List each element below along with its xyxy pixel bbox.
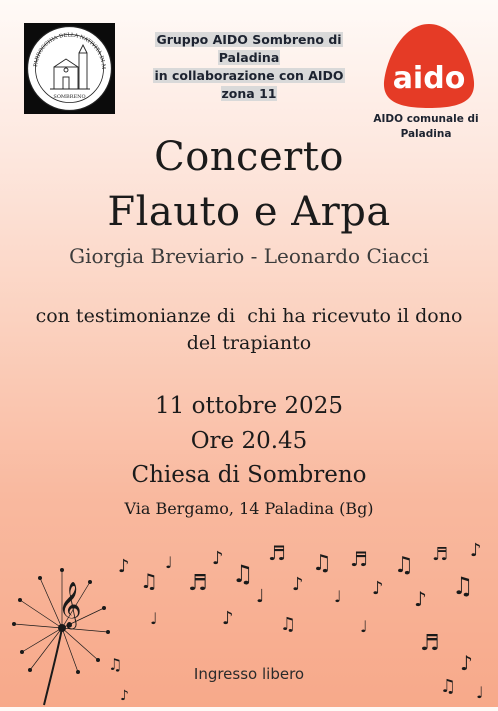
aido-logo xyxy=(382,22,476,110)
aido-logo-text: aido xyxy=(392,61,466,96)
parish-seal-logo xyxy=(24,23,115,114)
svg-text:♪: ♪ xyxy=(212,548,224,569)
svg-text:♫: ♫ xyxy=(140,569,158,593)
seal-ring-text: PARROCCHIA DELLA NATIVITÀ DI M xyxy=(33,32,107,70)
event-date: 11 ottobre 2025 xyxy=(155,393,343,419)
event-time: Ore 20.45 xyxy=(190,428,308,454)
svg-text:𝄞: 𝄞 xyxy=(58,582,82,628)
svg-text:♪: ♪ xyxy=(460,651,473,675)
svg-text:♫: ♫ xyxy=(394,553,414,578)
svg-text:♩: ♩ xyxy=(256,586,265,607)
svg-text:♬: ♬ xyxy=(432,544,449,565)
svg-text:♪: ♪ xyxy=(118,556,130,577)
entry-info: Ingresso libero xyxy=(193,665,305,683)
svg-text:♫: ♫ xyxy=(312,551,332,576)
svg-text:♪: ♪ xyxy=(222,608,234,629)
svg-text:♪: ♪ xyxy=(292,574,304,595)
event-venue: Chiesa di Sombreno xyxy=(131,462,367,488)
svg-text:♫: ♫ xyxy=(280,614,297,635)
svg-text:♪: ♪ xyxy=(372,578,384,599)
seal-bottom-text: SOMBRENO xyxy=(53,94,86,100)
svg-text:♬: ♬ xyxy=(268,541,286,565)
svg-text:♩: ♩ xyxy=(334,587,342,606)
svg-text:♩: ♩ xyxy=(165,553,173,572)
svg-text:♪: ♪ xyxy=(414,587,427,611)
treble-clef-icon xyxy=(58,582,82,630)
organizer-block xyxy=(140,31,358,103)
aido-caption-line: Paladina xyxy=(400,128,452,140)
organizer-line: Paladina xyxy=(218,50,280,65)
testimony-line1: con testimonianze di chi ha ricevuto il dono xyxy=(35,305,463,327)
organizer-line: in collaborazione con AIDO xyxy=(154,68,344,83)
svg-text:♫: ♫ xyxy=(440,676,457,697)
svg-text:♫: ♫ xyxy=(452,572,474,600)
svg-text:♩: ♩ xyxy=(476,683,484,702)
svg-text:♬: ♬ xyxy=(188,571,208,596)
event-title-line2: Flauto e Arpa xyxy=(107,189,391,235)
organizer-line: zona 11 xyxy=(221,86,277,101)
event-title-line1: Concerto xyxy=(154,134,344,180)
aido-caption-line: AIDO comunale di xyxy=(373,113,479,125)
performers: Giorgia Breviario - Leonardo Ciacci xyxy=(69,244,429,268)
svg-text:♬: ♬ xyxy=(350,547,368,571)
testimony-line2: del trapianto xyxy=(186,332,312,354)
svg-text:♩: ♩ xyxy=(150,609,158,628)
organizer-line: Gruppo AIDO Sombreno di xyxy=(156,32,342,47)
svg-text:♩: ♩ xyxy=(360,617,368,636)
svg-text:♫: ♫ xyxy=(232,560,254,588)
svg-text:♪: ♪ xyxy=(120,688,129,704)
svg-text:♬: ♬ xyxy=(420,631,440,656)
svg-text:♫: ♫ xyxy=(108,655,123,674)
svg-text:♪: ♪ xyxy=(470,540,482,561)
event-address: Via Bergamo, 14 Paladina (Bg) xyxy=(124,499,374,518)
